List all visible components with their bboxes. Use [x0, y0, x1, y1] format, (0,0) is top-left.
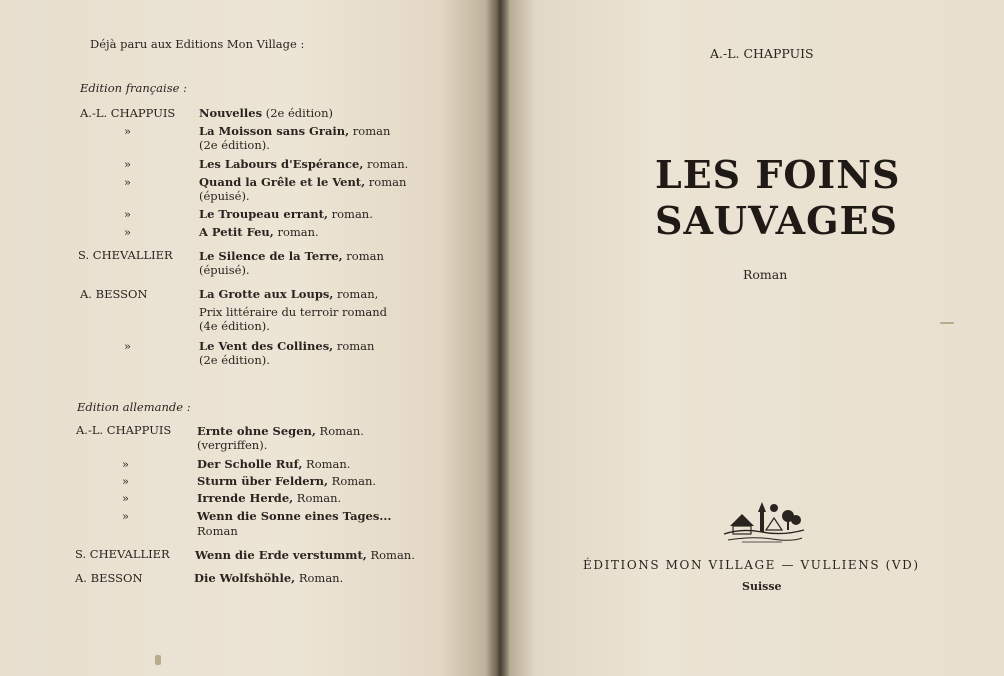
book-note: Prix littéraire du terroir romand: [199, 305, 387, 319]
ditto-mark: »: [124, 175, 132, 189]
ditto-mark: »: [124, 339, 132, 353]
book-note: Roman.: [370, 548, 415, 562]
list-item: [197, 509, 391, 523]
list-item: [199, 287, 378, 301]
ditto-mark: »: [122, 457, 130, 471]
entry-author: A. BESSON: [75, 571, 143, 585]
book-title: Les Labours d'Espérance,: [199, 157, 364, 171]
list-item: [199, 207, 373, 221]
genre-label: Roman: [743, 267, 788, 282]
book-note: roman,: [337, 287, 379, 301]
list-item: [199, 175, 406, 189]
book-title: Irrende Herde,: [197, 491, 294, 505]
book-note: (épuisé).: [199, 263, 250, 277]
list-item: [197, 424, 364, 438]
book-title: Le Silence de la Terre,: [199, 249, 343, 263]
book-title: Le Troupeau errant,: [199, 207, 328, 221]
village-landscape-icon: [722, 496, 806, 551]
ditto-mark: »: [124, 207, 132, 221]
ditto-mark: »: [122, 491, 130, 505]
entry-author: A. BESSON: [80, 287, 148, 301]
left-page: [0, 0, 500, 676]
book-title: La Moisson sans Grain,: [199, 124, 350, 138]
book-title: Ernte ohne Segen,: [197, 424, 316, 438]
book-note: Roman.: [296, 491, 342, 505]
book-title: Quand la Grêle et le Vent,: [199, 175, 366, 189]
book-note: roman: [352, 124, 391, 138]
list-item: [199, 157, 408, 171]
book-title: Nouvelles: [199, 106, 263, 120]
entry-author: S. CHEVALLIER: [75, 547, 170, 561]
list-item: [197, 457, 350, 471]
book-title-line-1: LES FOINS: [655, 152, 901, 197]
list-item: [199, 249, 384, 263]
ditto-mark: »: [124, 124, 132, 138]
book-title: Wenn die Erde verstummt,: [195, 548, 367, 562]
list-item: [197, 491, 341, 505]
book-note: (épuisé).: [199, 189, 250, 203]
list-item: [199, 225, 319, 239]
book-title: La Grotte aux Loups,: [199, 287, 334, 301]
entry-author: A.-L. CHAPPUIS: [76, 423, 172, 437]
book-note: roman: [368, 175, 407, 189]
book-title: A Petit Feu,: [199, 225, 274, 239]
book-note: Roman: [197, 524, 238, 538]
book-note: Roman.: [298, 571, 344, 585]
ditto-mark: »: [122, 509, 130, 523]
book-note: roman.: [367, 157, 409, 171]
book-note: Roman.: [331, 474, 377, 488]
ditto-mark: »: [124, 225, 132, 239]
book-note: roman.: [331, 207, 373, 221]
book-gutter: [486, 0, 510, 676]
author-name: A.-L. CHAPPUIS: [710, 46, 814, 61]
book-note: Roman.: [319, 424, 364, 438]
list-item: [199, 106, 333, 120]
book-title: Wenn die Sonne eines Tages...: [197, 509, 392, 523]
paper-stain: [940, 322, 954, 324]
list-item: [197, 474, 376, 488]
book-title: Le Vent des Collines,: [199, 339, 334, 353]
list-item: [194, 571, 343, 585]
right-page: [500, 0, 1004, 676]
book-note: Roman.: [306, 457, 351, 471]
list-item: [195, 548, 415, 562]
left-header: Déjà paru aux Editions Mon Village :: [90, 37, 305, 51]
publisher-line: ÉDITIONS MON VILLAGE — VULLIENS (VD): [583, 558, 920, 572]
book-note: (2e édition): [265, 106, 333, 120]
paper-stain: [155, 655, 161, 665]
book-title-line-2: SAUVAGES: [655, 198, 898, 243]
ditto-mark: »: [122, 474, 130, 488]
book-note: roman: [336, 339, 375, 353]
book-title: Sturm über Feldern,: [197, 474, 328, 488]
book-note: roman.: [277, 225, 319, 239]
entry-author: S. CHEVALLIER: [78, 248, 173, 262]
list-item: [199, 339, 374, 353]
country-label: Suisse: [742, 580, 782, 593]
entry-author: A.-L. CHAPPUIS: [80, 106, 176, 120]
book-title: Der Scholle Ruf,: [197, 457, 303, 471]
list-item: [199, 124, 390, 138]
ditto-mark: »: [124, 157, 132, 171]
book-note: (2e édition).: [199, 138, 270, 152]
section-german: Edition allemande :: [77, 400, 191, 414]
book-note: (2e édition).: [199, 353, 270, 367]
book-title: Die Wolfshöhle,: [194, 571, 296, 585]
book-note: roman: [346, 249, 384, 263]
book-note: (4e édition).: [199, 319, 270, 333]
book-note: (vergriffen).: [197, 438, 268, 452]
section-french: Edition française :: [80, 81, 187, 95]
